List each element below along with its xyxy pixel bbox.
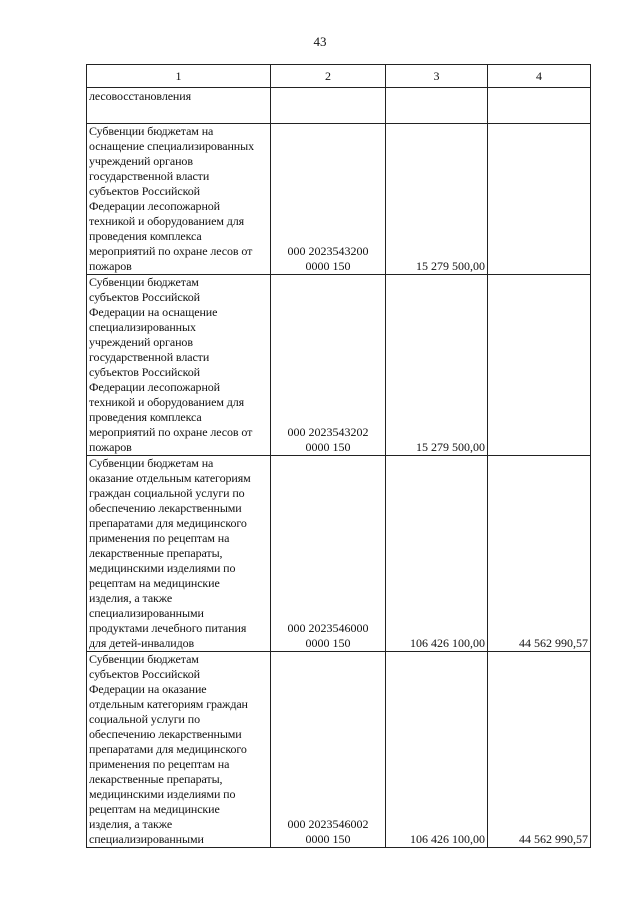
row-name: Субвенции бюджетам на оказание отдельным категориям граждан социальной услуги по обеспечению лекарственными препаратами для медицинского применения по рецептам на лекарственные препараты, медицинскими изделиями по рецептам на медицинские изделия, а также специализированными продуктами лечебного питания для детей-инвалидов (87, 456, 271, 652)
column-header: 2 (271, 65, 386, 88)
table-header-row (87, 65, 591, 88)
row-amount-col3: 15 279 500,00 (386, 275, 488, 456)
row-name: Субвенции бюджетам субъектов Российской Федерации на оказание отдельным категориям граждан социальной услуги по обеспечению лекарственными препаратами для медицинского применения по рецептам на лекарственные препараты, медицинскими изделиями по рецептам на медицинские изделия, а также специализированными (87, 652, 271, 848)
row-amount-col4 (488, 88, 591, 124)
row-amount-col4 (488, 275, 591, 456)
row-code (271, 88, 386, 124)
column-header: 3 (386, 65, 488, 88)
row-code: 000 2023546000 0000 150 (271, 456, 386, 652)
row-amount-col3: 106 426 100,00 (386, 652, 488, 848)
table-row (87, 88, 591, 124)
table-row (87, 275, 591, 456)
page-number: 43 (313, 34, 327, 49)
row-amount-col3: 106 426 100,00 (386, 456, 488, 652)
row-amount-col4: 44 562 990,57 (488, 456, 591, 652)
row-amount-col4: 44 562 990,57 (488, 652, 591, 848)
column-header: 1 (87, 65, 271, 88)
table-row (87, 652, 591, 848)
row-code: 000 2023546002 0000 150 (271, 652, 386, 848)
row-code: 000 2023543200 0000 150 (271, 124, 386, 275)
row-amount-col3 (386, 88, 488, 124)
row-code: 000 2023543202 0000 150 (271, 275, 386, 456)
column-header: 4 (488, 65, 591, 88)
row-name: Субвенции бюджетам на оснащение специализированных учреждений органов государственной власти субъектов Российской Федерации лесопожарной техникой и оборудованием для проведения комплекса мероприятий по охране лесов от пожаров (87, 124, 271, 275)
budget-table (86, 64, 591, 848)
row-amount-col4 (488, 124, 591, 275)
table-row (87, 124, 591, 275)
table-row (87, 456, 591, 652)
row-name: Субвенции бюджетам субъектов Российской Федерации на оснащение специализированных учреждений органов государственной власти субъектов Российской Федерации лесопожарной техникой и оборудованием для проведения комплекса мероприятий по охране лесов от пожаров (87, 275, 271, 456)
row-amount-col3: 15 279 500,00 (386, 124, 488, 275)
row-name: лесовосстановления (87, 88, 271, 124)
